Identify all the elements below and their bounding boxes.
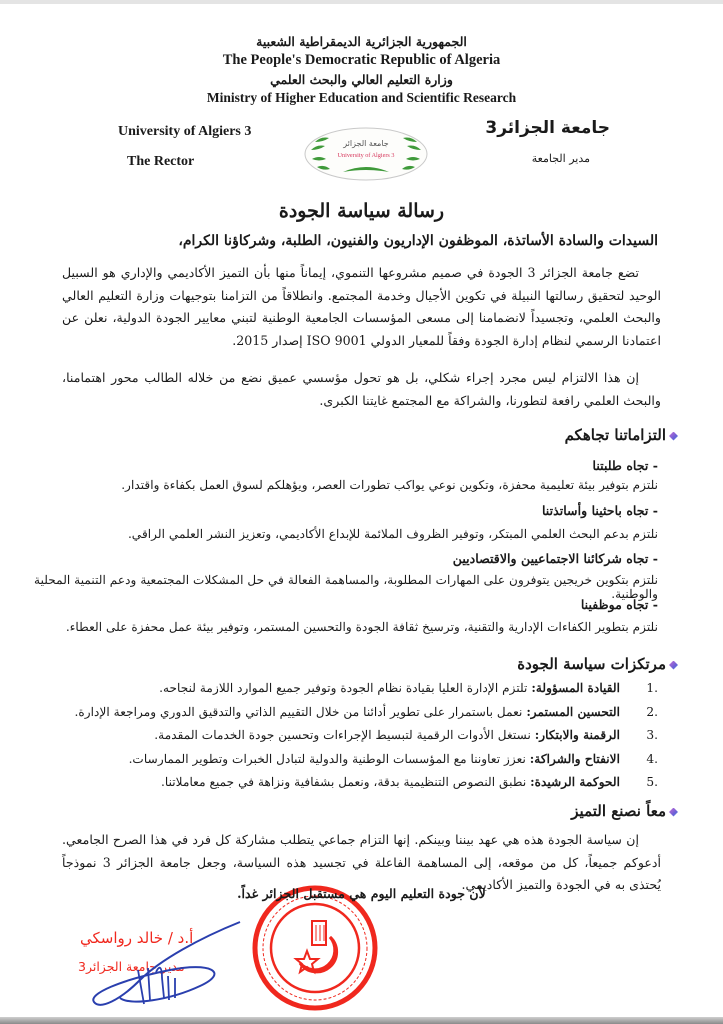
diamond-bullet-icon — [669, 432, 678, 441]
intro-paragraph: تضع جامعة الجزائر 3 الجودة في صميم مشروعها التنموي، إيماناً منها بأن التميز الأكاديمي والإداري هو السبيل الوحيد لتحقيق رسالتها النبيلة في تكوين الأجيال وخدمة المجتمع. وانطلاقاً من التزامنا بتوجيهات وزارة التعليم العالي والبحث العلمي، وتجسيداً لانضمامنا إلى مسعى المؤسسات الجامعية الوطنية لتبني معايير الجودة الدولية، نعلن عن اعتمادنا الرسمي لنظام إدارة الجودة وفقاً للمعيار الدولي ISO 9001 إصدار 2015. — [62, 265, 661, 348]
diamond-bullet-icon — [669, 661, 678, 670]
signatory-name: أ.د / خالد رواسكي — [80, 929, 194, 947]
letter-title: رسالة سياسة الجودة — [278, 200, 445, 222]
commitment-label: - تجاه شركائنا الاجتماعيين والاقتصاديين — [452, 551, 658, 566]
list-item: .4الانفتاح والشراكة: نعزز تعاوننا مع المؤسسات الوطنية والدولية لتبادل الخبرات وتطوير الممارسات. — [128, 751, 658, 766]
commitment-label: - تجاه موظفينا — [580, 597, 658, 612]
rector-label-arabic: مدير الجامعة — [531, 152, 590, 165]
scan-top-edge — [0, 0, 723, 4]
official-stamp-icon — [252, 885, 378, 1011]
svg-text:جامعة الجزائر: جامعة الجزائر — [343, 139, 389, 148]
ministry-english: Ministry of Higher Education and Scientific Research — [206, 90, 517, 105]
pillars-list — [75, 681, 659, 799]
commitment-text: نلتزم بتوفير بيئة تعليمية محفزة، وتكوين نوعي يواكب تطورات العصر، ويؤهلكم لسوق العمل بكفاءة واقتدار. — [121, 478, 658, 492]
university-name-english: University of Algiers 3 — [118, 124, 252, 139]
salutation: السيدات والسادة الأساتذة، الموظفون الإداريون والفنيون، الطلبة، وشركاؤنا الكرام، — [178, 233, 658, 249]
commitment-text: نلتزم بدعم البحث العلمي المبتكر، وتوفير الظروف الملائمة للإبداع الأكاديمي، وتعزيز النشر العلمي الراقي. — [127, 527, 658, 541]
list-item: .3الرقمنة والابتكار: نستغل الأدوات الرقمية لتبسيط الإجراءات وتحسين جودة الخدمات المقدمة. — [154, 728, 658, 742]
commitment-paragraph: إن هذا الالتزام ليس مجرد إجراء شكلي، بل هو تحول مؤسسي عميق نضع من خلاله الطالب محور اهتمامنا، والبحث العلمي رافعة لتطورنا، والشراكة مع المجتمع غايتنا الكبرى. — [62, 370, 661, 408]
signatory-title: مدير جامعة الجزائر3 — [78, 959, 185, 974]
republic-english: The People's Democratic Republic of Algeria — [222, 52, 501, 68]
list-item: .5الحوكمة الرشيدة: نطبق النصوص التنظيمية بدقة، ونعمل بشفافية ونزاهة في جميع معاملاتنا. — [161, 775, 658, 789]
svg-text:University of Algiers 3: University of Algiers 3 — [337, 152, 395, 159]
rector-label-english: The Rector — [127, 154, 195, 169]
list-item: .1القيادة المسؤولة: تلتزم الإدارة العليا بقيادة نظام الجودة وتوفير جميع الموارد اللازمة لنجاحه. — [159, 681, 658, 695]
commitment-label: - تجاه باحثينا وأساتذتنا — [541, 503, 658, 518]
section-heading-excellence: معاً نصنع التميز — [571, 802, 678, 820]
excellence-paragraph: إن سياسة الجودة هذه هي عهد بيننا وبينكم. إنها التزام جماعي يتطلب مشاركة كل فرد في هذا الصرح الجامعي. أدعوكم جميعاً، كل من موقعه، إلى المساهمة الفاعلة في تجسيد هذه السياسة، وجعل جامعة الجزائر 3 نموذجاً يُحتذى به في الجودة والتميز الأكاديمي. — [62, 832, 661, 892]
commitment-text: نلتزم بتطوير الكفاءات الإدارية والتقنية، وترسيخ ثقافة الجودة والتحسين المستمر، وتوفير بيئة عمل محفزة على العطاء. — [65, 620, 658, 634]
commitment-label: - تجاه طلبتنا — [592, 458, 658, 473]
ministry-arabic: وزارة التعليم العالي والبحث العلمي — [270, 72, 453, 87]
university-name-arabic: جامعة الجزائر3 — [485, 118, 610, 138]
section-heading-pillars: مرتكزات سياسة الجودة — [517, 655, 678, 673]
republic-arabic: الجمهورية الجزائرية الديمقراطية الشعبية — [256, 34, 467, 49]
scan-bottom-edge — [0, 1017, 723, 1024]
list-item: .2التحسين المستمر: نعمل باستمرار على تطوير أدائنا من خلال التقييم الذاتي والتدقيق الدوري ومراجعة الإدارة. — [74, 704, 658, 719]
commitment-text: نلتزم بتكوين خريجين يتوفرون على المهارات المطلوبة، والمساهمة الفعالة في حل المشكلات المجتمعية ودعم التنمية المحلية والوطنية. — [34, 573, 658, 601]
handwritten-signature-icon — [80, 910, 250, 1020]
closing-line: لأن جودة التعليم اليوم هي مستقبل الجزائر غداً. — [237, 886, 486, 901]
university-logo-icon — [303, 126, 429, 182]
diamond-bullet-icon — [669, 808, 678, 817]
section-heading-commitments: التزاماتنا تجاهكم — [565, 426, 678, 444]
